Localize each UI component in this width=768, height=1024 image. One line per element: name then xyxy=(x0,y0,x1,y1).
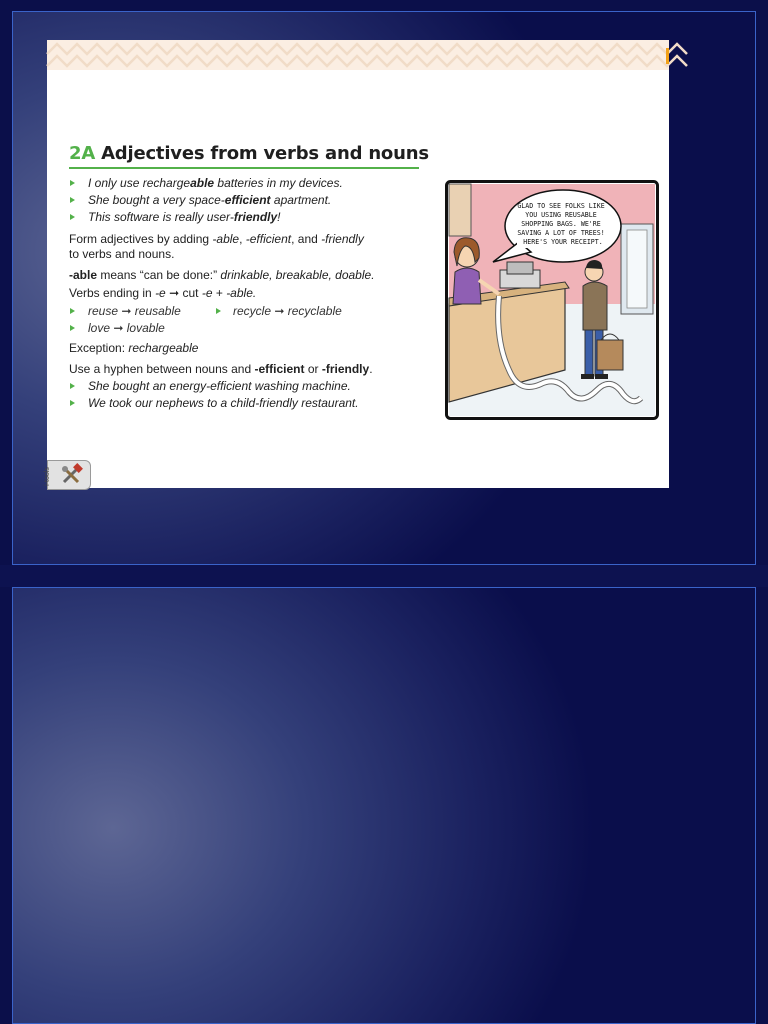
slide-1 xyxy=(12,11,756,565)
hyphen-rule: Use a hyphen between nouns and -efficient or -friendly. xyxy=(69,362,373,376)
bullet-arrow-icon xyxy=(70,197,75,203)
example-1: I only use rechargeable batteries in my devices. xyxy=(88,176,343,190)
section-heading xyxy=(69,143,429,164)
tools-icon xyxy=(60,464,84,486)
verbs-rule: Verbs ending in -e ➞ cut -e + -able. xyxy=(69,286,257,300)
hyphen-example-1: She bought an energy-efficient washing machine. xyxy=(88,379,351,393)
svg-text:GLAD TO SEE FOLKS LIKE xyxy=(517,202,608,246)
transform-reuse: reuse ➞ reusable xyxy=(88,304,181,318)
example-2: She bought a very space-efficient apartment. xyxy=(88,193,332,207)
bullet-arrow-icon xyxy=(70,180,75,186)
bullet-arrow-icon xyxy=(216,308,221,314)
example-3: This software is really user-friendly! xyxy=(88,210,281,224)
section-title: Adjectives from verbs and nouns xyxy=(101,143,429,164)
bullet-arrow-icon xyxy=(70,308,75,314)
bullet-arrow-icon xyxy=(70,214,75,220)
bullet-arrow-icon xyxy=(70,325,75,331)
transform-love: love ➞ lovable xyxy=(88,321,165,335)
slide-2 xyxy=(12,587,756,1024)
rule-line-1: Form adjectives by adding -able, -efficient, and -friendly xyxy=(69,232,364,246)
speech-line-1: GLAD TO SEE FOLKS LIKE xyxy=(517,202,605,210)
zigzag-header-band xyxy=(47,40,669,70)
exception-line: Exception: rechargeable xyxy=(69,341,199,355)
textbook-page xyxy=(43,40,669,488)
speech-line-3: SHOPPING BAGS. WE'RE xyxy=(521,220,601,228)
orange-tab xyxy=(666,48,669,64)
heading-underline xyxy=(69,167,419,169)
hyphen-example-2: We took our nephews to a child-friendly restaurant. xyxy=(88,396,359,410)
able-rule: -able means “can be done:” drinkable, breakable, doable. xyxy=(69,268,375,282)
section-number: 2A xyxy=(69,143,96,164)
rule-line-2: to verbs and nouns. xyxy=(69,247,175,261)
speech-line-5: HERE'S YOUR RECEIPT. xyxy=(523,238,603,246)
transform-recycle: recycle ➞ recyclable xyxy=(233,304,342,318)
speech-line-4: SAVING A LOT OF TREES! xyxy=(517,229,605,237)
bullet-arrow-icon xyxy=(70,400,75,406)
speech-line-2: YOU USING REUSABLE xyxy=(525,211,597,219)
tools-label: i-tools xyxy=(43,467,51,486)
tools-button[interactable] xyxy=(43,460,91,490)
bullet-arrow-icon xyxy=(70,383,75,389)
slide-gap xyxy=(0,565,768,587)
cartoon-illustration xyxy=(445,180,659,420)
